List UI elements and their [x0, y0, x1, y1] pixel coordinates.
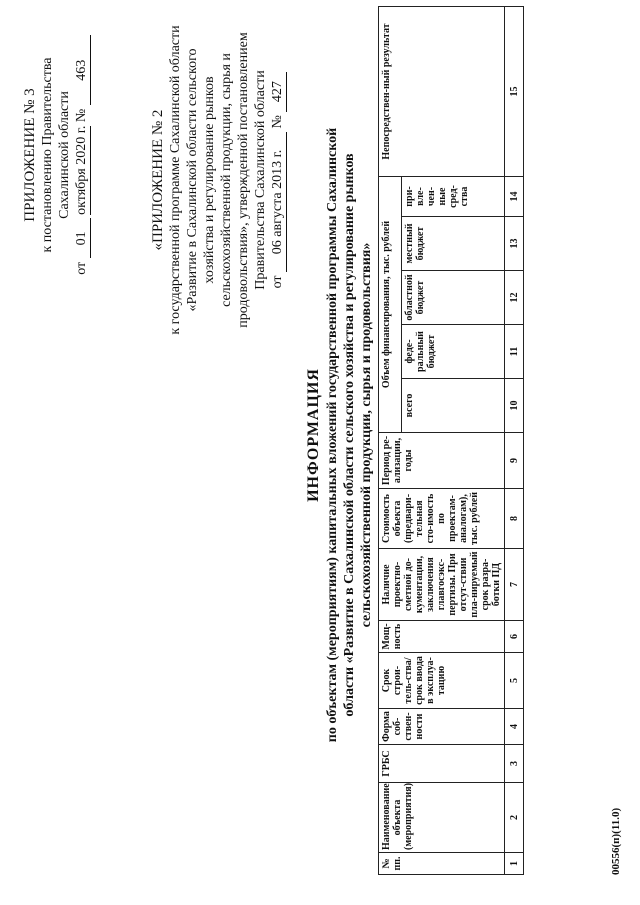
table-header-row — [379, 7, 402, 875]
heading-title: ИНФОРМАЦИЯ — [305, 368, 322, 502]
col-header-result: Непосредствен-ный результат — [379, 7, 505, 177]
heading-subtitle: по объектам (мероприятиям) капитальных вложений государственной программы Сахалинской области «Развитие в Сахалинской области сельского хозяйства и регулирование рынков сельскохозяйственной продукции, сырья и продовольствия» — [325, 127, 374, 743]
col-number: 11 — [505, 325, 524, 379]
col-number: 2 — [505, 783, 524, 853]
col-number: 5 — [505, 653, 524, 709]
col-number: 13 — [505, 217, 524, 271]
prev-appendix-title: «ПРИЛОЖЕНИЕ № 2 — [150, 109, 166, 251]
capital-investment-table — [378, 6, 524, 875]
col-number: 1 — [505, 853, 524, 875]
prev-appendix-date-line — [269, 20, 287, 340]
col-number: 4 — [505, 709, 524, 745]
subcol-federal: феде-ральный бюджет — [402, 325, 505, 379]
appendix-number: 463 — [73, 35, 91, 105]
appendix-line2: Сахалинской области — [57, 91, 72, 219]
subcol-attracted: при-вле-чен-ные сред-ства — [402, 177, 505, 217]
appendix-line1: к постановлению Правительства — [40, 57, 55, 253]
from-label: от — [74, 261, 89, 275]
col-header-design-docs: Наличие проектно-сметной до-кументации, заключения главгосэкс-пертизы. При отсут-ствии пла-нируемый срок разра-ботки ПД — [379, 549, 505, 621]
subcol-regional: областной бюджет — [402, 271, 505, 325]
prev-date: 06 августа 2013 г. — [269, 132, 287, 272]
col-header-num: № пп. — [379, 853, 505, 875]
appendix-month-year: октября 2020 г. — [74, 125, 89, 215]
col-number: 15 — [505, 7, 524, 177]
col-number: 14 — [505, 177, 524, 217]
col-number: 8 — [505, 489, 524, 549]
col-header-grbs: ГРБС — [379, 745, 505, 783]
prev-appendix-text: к государственной программе Сахалинской области «Развитие в Сахалинской области сельского хозяйства и регулирование рынков сельскохозяйственной продукции, сырья и продовольствия», утвержденной постановлением Правительства Сахалинской области — [168, 25, 268, 335]
appendix-header — [22, 25, 91, 285]
document-heading — [305, 115, 375, 755]
col-header-term: Срок строи-тель-ства/срок ввода в эксплуа-тацию — [379, 653, 505, 709]
column-number-row — [505, 7, 524, 875]
col-number: 12 — [505, 271, 524, 325]
col-header-funding: Объем финансирования, тыс. рублей — [379, 177, 402, 433]
col-header-cost: Стоимость объекта (предвари-тельная сто-имость по проектам-аналогам), тыс. рублей — [379, 489, 505, 549]
prev-num-label: № — [270, 115, 285, 129]
col-number: 6 — [505, 621, 524, 653]
col-header-name: Наименование объекта (мероприятия) — [379, 783, 505, 853]
document-code: 00556(п)(11.0) — [610, 807, 622, 875]
col-number: 3 — [505, 745, 524, 783]
subcol-local: местный бюджет — [402, 217, 505, 271]
appendix-date-line — [73, 25, 91, 285]
appendix-title: ПРИЛОЖЕНИЕ № 3 — [22, 88, 38, 222]
col-number: 9 — [505, 433, 524, 489]
col-header-period: Период ре-ализации, годы — [379, 433, 505, 489]
col-number: 10 — [505, 379, 524, 433]
num-label: № — [74, 108, 89, 123]
prev-from-label: от — [270, 275, 285, 289]
prev-number: 427 — [269, 72, 287, 112]
col-header-capacity: Мощ-ность — [379, 621, 505, 653]
col-header-ownership: Форма соб-ствен-ности — [379, 709, 505, 745]
prev-appendix-block — [150, 20, 287, 340]
col-number: 7 — [505, 549, 524, 621]
subcol-total: всего — [402, 379, 505, 433]
appendix-day: 01 — [73, 218, 91, 258]
